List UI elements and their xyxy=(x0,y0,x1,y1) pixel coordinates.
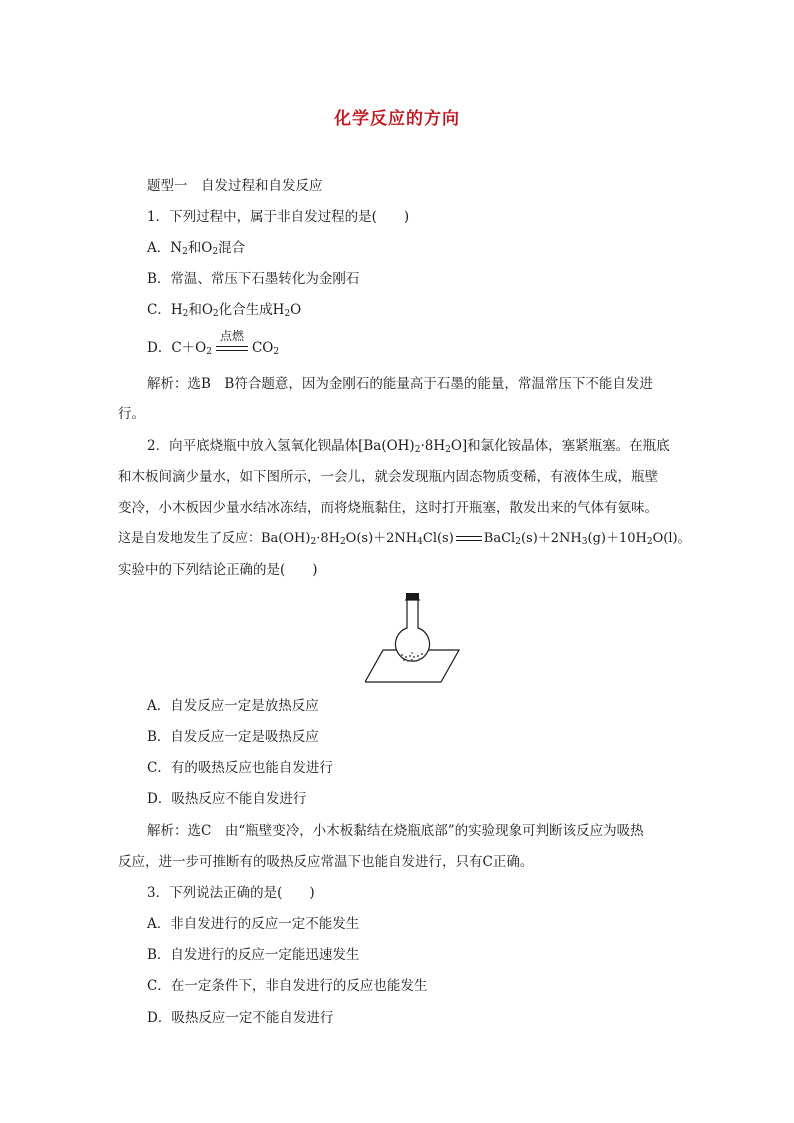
question-1-explanation: 解析：选B B符合题意，因为金刚石的能量高于石墨的能量，常温常压下不能自发进 xyxy=(147,376,653,392)
question-2-option-b: B．自发反应一定是吸热反应 xyxy=(147,729,319,745)
flask-body xyxy=(396,600,430,661)
question-2-stem-line1: 2．向平底烧瓶中放入氢氧化钡晶体$[Ba(OH)_2\cdot 8H_2O]$和氯化铵晶体，塞紧瓶塞。在瓶底 xyxy=(147,438,670,455)
question-2-stem-line3: 变冷，小木板因少量水结冰冻结，而将烧瓶黏住，这时打开瓶塞，散发出来的气体有氨味。 xyxy=(118,500,658,516)
question-1-option-d: D．$C+O_2$ 点燃 $CO_2$ xyxy=(147,329,280,357)
question-2-equation: 这是自发地发生了反应：$Ba(OH)_2\cdot 8H_2O(s)+2NH_4Cl(s)$ $BaCl_2(s)+2NH_3(g)+10H_2O(l)$。 xyxy=(118,531,691,547)
page-title: 化学反应的方向 xyxy=(334,109,460,129)
reaction-condition-arrow: 点燃 xyxy=(216,340,248,354)
question-3-option-a: A．非自发进行的反应一定不能发生 xyxy=(147,916,360,932)
question-3-option-b: B．自发进行的反应一定能迅速发生 xyxy=(147,947,360,963)
section-heading: 题型一 自发过程和自发反应 xyxy=(147,178,323,194)
question-2-explanation-cont: 反应，进一步可推断有的吸热反应常温下也能自发进行，只有C正确。 xyxy=(118,854,534,870)
question-3-stem: 3．下列说法正确的是( ) xyxy=(147,885,315,901)
question-3-option-d: D．吸热反应一定不能自发进行 xyxy=(147,1010,334,1026)
question-1-explanation-cont: 行。 xyxy=(118,406,145,422)
question-1-stem: 1．下列过程中，属于非自发过程的是( ) xyxy=(147,209,410,225)
question-2-option-c: C．有的吸热反应也能自发进行 xyxy=(147,760,333,776)
question-1-option-c: C．$H_2$和$O_2$化合生成$H_2O$ xyxy=(147,302,302,319)
question-2-stem-line5: 实验中的下列结论正确的是( ) xyxy=(118,562,318,578)
question-2-stem-line2: 和木板间滴少量水，如下图所示，一会儿，就会发现瓶内固态物质变稀，有液体生成，瓶壁 xyxy=(118,469,658,485)
question-1-option-b: B．常温、常压下石墨转化为金刚石 xyxy=(147,271,360,287)
question-2-option-d: D．吸热反应不能自发进行 xyxy=(147,791,307,807)
question-2-option-a: A．自发反应一定是放热反应 xyxy=(147,698,319,714)
flask-stopper xyxy=(406,593,419,600)
question-3-option-c: C．在一定条件下，非自发进行的反应也能发生 xyxy=(147,978,428,994)
question-1-option-a: A．$N_2$和$O_2$混合 xyxy=(147,240,246,257)
question-2-explanation: 解析：选C 由“瓶壁变冷，小木板黏结在烧瓶底部”的实验现象可判断该反应为吸热 xyxy=(147,823,644,839)
equals-sign xyxy=(456,536,482,541)
flask-on-board-figure xyxy=(365,590,460,690)
